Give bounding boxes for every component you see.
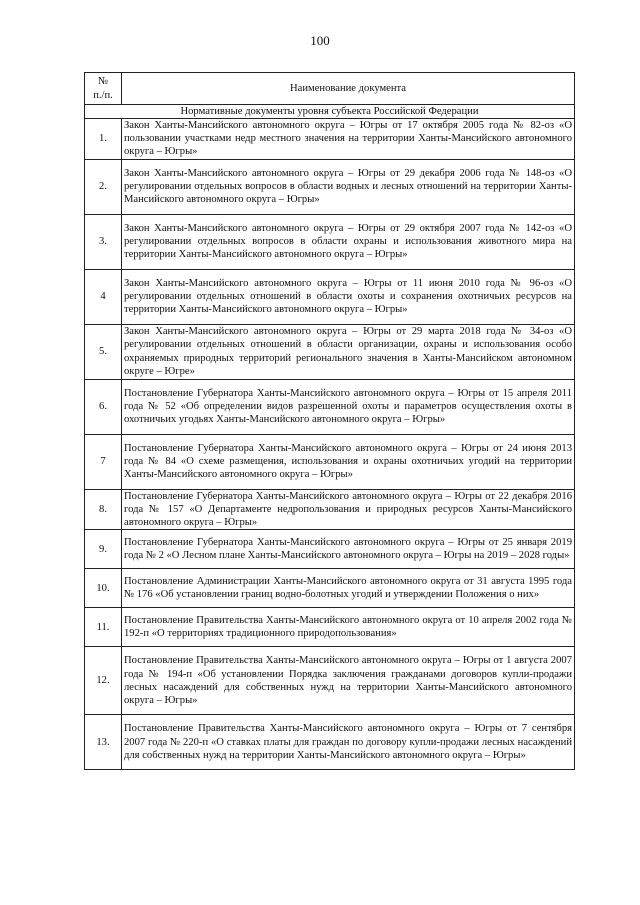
table-row xyxy=(85,159,575,214)
document-name: Постановление Правительства Ханты-Мансийского автономного округа от 10 апреля 2002 года № 192-п «О территориях традиционного природопользования» xyxy=(122,608,575,647)
header-name-column xyxy=(122,73,575,105)
row-number: 4 xyxy=(85,269,122,324)
row-number: 9. xyxy=(85,530,122,569)
table-row xyxy=(85,715,575,770)
page-number: 100 xyxy=(310,33,330,48)
row-number: 8. xyxy=(85,489,122,530)
table-header-row xyxy=(85,73,575,105)
header-name-label: Наименование документа xyxy=(289,82,407,94)
row-number: 11. xyxy=(85,608,122,647)
section-title: Нормативные документы уровня субъекта Российской Федерации xyxy=(85,105,575,119)
table-row xyxy=(85,379,575,434)
document-name: Постановление Губернатора Ханты-Мансийского автономного округа – Югры от 25 января 2019 года № 2 «О Лесном плане Ханты-Мансийского автономного округа – Югры на 2019 – 2028 годы» xyxy=(122,530,575,569)
row-number: 7 xyxy=(85,434,122,489)
header-number-label: № п./п. xyxy=(93,76,113,101)
table-row xyxy=(85,434,575,489)
row-number: 10. xyxy=(85,569,122,608)
table-row xyxy=(85,530,575,569)
document-name: Закон Ханты-Мансийского автономного округа – Югры от 29 октября 2007 года № 142-оз «О регулировании отдельных вопросов в области охраны и использования животного мира на территории Ханты-Мансийского автономного округа – Югры» xyxy=(122,214,575,269)
table-row xyxy=(85,647,575,715)
section-row xyxy=(85,105,575,119)
document-name: Закон Ханты-Мансийского автономного округа – Югры от 11 июня 2010 года № 96-оз «О регулировании отдельных отношений в области охоты и сохранения охотничьих ресурсов на территории Ханты-Мансийского автономного округа – Югры» xyxy=(122,269,575,324)
row-number: 2. xyxy=(85,159,122,214)
row-number: 12. xyxy=(85,647,122,715)
header-number-column xyxy=(85,73,122,105)
document-name: Закон Ханты-Мансийского автономного округа – Югры от 29 марта 2018 года № 34-оз «О регулировании отдельных отношений в области организации, охраны и использования особо охраняемых природных территорий регионального значения в Ханты-Мансийском автономном округе – Югре» xyxy=(122,324,575,379)
document-name: Постановление Правительства Ханты-Мансийского автономного округа – Югры от 1 августа 2007 года № 194-п «Об установлении Порядка заключения гражданами договоров купли-продажи лесных насаждений для собственных нужд на территории Ханты-Мансийского автономного округа – Югры» xyxy=(122,647,575,715)
row-number: 6. xyxy=(85,379,122,434)
table-row xyxy=(85,214,575,269)
table-row xyxy=(85,569,575,608)
row-number: 1. xyxy=(85,119,122,160)
document-name: Постановление Губернатора Ханты-Мансийского автономного округа – Югры от 22 декабря 2016 года № 157 «О Департаменте недропользования и природных ресурсов Ханты-Мансийского автономного округа – Югры» xyxy=(122,489,575,530)
row-number: 13. xyxy=(85,715,122,770)
document-name: Постановление Губернатора Ханты-Мансийского автономного округа – Югры от 24 июня 2013 года № 84 «О схеме размещения, использования и охраны охотничьих угодий на территории Ханты-Мансийского автономного округа – Югры» xyxy=(122,434,575,489)
table-row xyxy=(85,489,575,530)
documents-table xyxy=(84,72,575,770)
table-row xyxy=(85,324,575,379)
table-row xyxy=(85,119,575,160)
document-name: Закон Ханты-Мансийского автономного округа – Югры от 29 декабря 2006 года № 148-оз «О регулировании отдельных вопросов в области водных и лесных отношений на территории Ханты-Мансийского автономного округа – Югры» xyxy=(122,159,575,214)
row-number: 3. xyxy=(85,214,122,269)
document-name: Закон Ханты-Мансийского автономного округа – Югры от 17 октября 2005 года № 82-оз «О пользовании участками недр местного значения на территории Ханты-Мансийского автономного округа – Югры» xyxy=(122,119,575,160)
row-number: 5. xyxy=(85,324,122,379)
document-name: Постановление Губернатора Ханты-Мансийского автономного округа – Югры от 15 апреля 2011 года № 52 «Об определении видов разрешенной охоты и параметров осуществления охоты в охотничьих угодьях Ханты-Мансийского автономного округа – Югры» xyxy=(122,379,575,434)
document-name: Постановление Администрации Ханты-Мансийского автономного округа от 31 августа 1995 года № 176 «Об установлении границ водно-болотных угодий и утверждении Положения о них» xyxy=(122,569,575,608)
table-row xyxy=(85,269,575,324)
table-row xyxy=(85,608,575,647)
document-name: Постановление Правительства Ханты-Мансийского автономного округа – Югры от 7 сентября 2007 года № 220-п «О ставках платы для граждан по договору купли-продажи лесных насаждений для собственных нужд на территории Ханты-Мансийского автономного округа – Югры» xyxy=(122,715,575,770)
